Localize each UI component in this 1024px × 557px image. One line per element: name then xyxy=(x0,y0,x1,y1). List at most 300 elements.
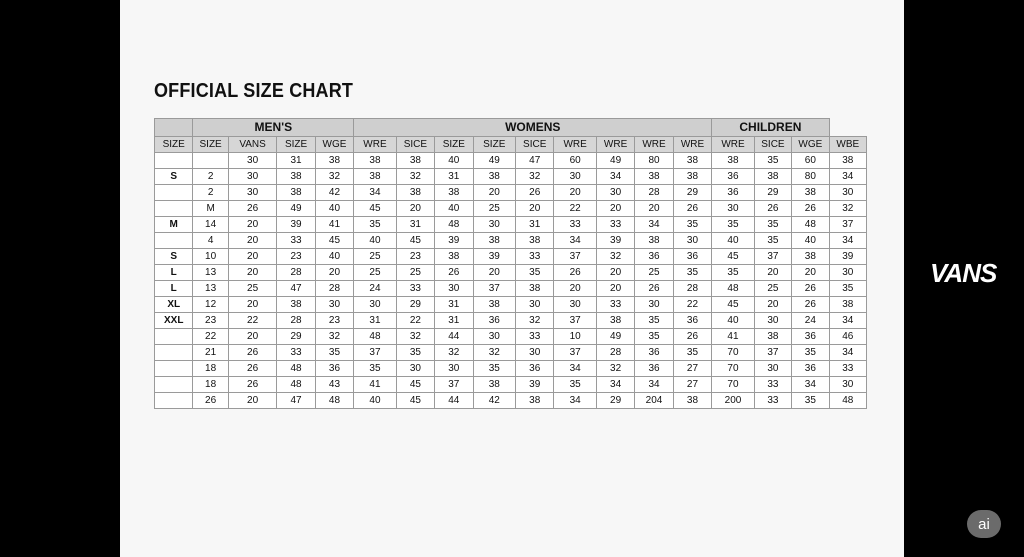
table-cell: 31 xyxy=(277,153,315,169)
table-cell: 33 xyxy=(554,217,596,233)
table-cell: 35 xyxy=(354,217,396,233)
table-cell: 25 xyxy=(354,249,396,265)
table-row xyxy=(155,361,867,377)
table-cell: 34 xyxy=(554,393,596,409)
table-cell: 20 xyxy=(228,329,277,345)
table-cell: 33 xyxy=(277,233,315,249)
table-cell: 35 xyxy=(754,217,791,233)
group-header: CHILDREN xyxy=(712,119,829,137)
row-size-label: L xyxy=(155,281,193,297)
table-cell: 30 xyxy=(516,345,554,361)
table-row xyxy=(155,249,867,265)
table-cell: 22 xyxy=(396,313,434,329)
table-cell: 45 xyxy=(396,393,434,409)
table-cell: 70 xyxy=(712,377,754,393)
table-cell: 31 xyxy=(435,297,473,313)
table-cell: 41 xyxy=(315,217,353,233)
table-cell: 33 xyxy=(516,329,554,345)
table-cell: 37 xyxy=(754,249,791,265)
table-cell: 35 xyxy=(792,345,829,361)
table-cell: 2 xyxy=(193,169,228,185)
column-header: SICE xyxy=(396,137,434,153)
table-cell: 30 xyxy=(435,281,473,297)
table-cell: 30 xyxy=(473,217,515,233)
table-cell: 36 xyxy=(516,361,554,377)
table-cell: 38 xyxy=(596,313,634,329)
table-cell: 30 xyxy=(435,361,473,377)
column-header: WRE xyxy=(554,137,596,153)
table-cell: 34 xyxy=(829,345,866,361)
table-cell: 38 xyxy=(516,393,554,409)
table-cell: 40 xyxy=(315,201,353,217)
column-header: WRE xyxy=(635,137,673,153)
table-cell: 32 xyxy=(516,169,554,185)
table-cell: 40 xyxy=(712,233,754,249)
table-cell: 27 xyxy=(673,361,712,377)
table-cell: 26 xyxy=(435,265,473,281)
table-cell: 38 xyxy=(354,153,396,169)
table-cell: 39 xyxy=(596,233,634,249)
table-cell: 36 xyxy=(635,345,673,361)
row-size-label: XXL xyxy=(155,313,193,329)
table-cell: 34 xyxy=(635,377,673,393)
table-cell: 33 xyxy=(754,377,791,393)
table-cell: 37 xyxy=(435,377,473,393)
table-cell: 39 xyxy=(473,249,515,265)
table-cell: 30 xyxy=(554,297,596,313)
table-cell: 20 xyxy=(228,217,277,233)
table-cell: 35 xyxy=(673,217,712,233)
table-cell: 37 xyxy=(473,281,515,297)
table-cell: 48 xyxy=(435,217,473,233)
table-cell: 36 xyxy=(712,169,754,185)
table-cell: 38 xyxy=(829,297,866,313)
table-cell: 32 xyxy=(435,345,473,361)
table-cell: 44 xyxy=(435,329,473,345)
table-cell: 33 xyxy=(277,345,315,361)
table-cell: 48 xyxy=(712,281,754,297)
table-cell: 42 xyxy=(315,185,353,201)
table-cell: 48 xyxy=(277,361,315,377)
table-cell: 30 xyxy=(712,201,754,217)
table-cell: 38 xyxy=(277,297,315,313)
table-row xyxy=(155,281,867,297)
table-cell: 35 xyxy=(635,329,673,345)
table-row xyxy=(155,329,867,345)
table-cell: 38 xyxy=(754,169,791,185)
table-cell: 204 xyxy=(635,393,673,409)
table-cell: 21 xyxy=(193,345,228,361)
table-cell: 30 xyxy=(829,265,866,281)
table-cell: 38 xyxy=(792,249,829,265)
table-cell: 38 xyxy=(277,185,315,201)
table-cell: 25 xyxy=(473,201,515,217)
table-cell: 34 xyxy=(596,169,634,185)
table-cell: 45 xyxy=(354,201,396,217)
table-cell: 38 xyxy=(712,153,754,169)
row-size-label xyxy=(155,361,193,377)
table-cell: 37 xyxy=(554,345,596,361)
table-cell: 30 xyxy=(228,169,277,185)
row-size-label xyxy=(155,233,193,249)
table-cell: 35 xyxy=(396,345,434,361)
table-cell: 32 xyxy=(396,329,434,345)
row-size-label: S xyxy=(155,169,193,185)
row-size-label xyxy=(155,201,193,217)
table-cell: 35 xyxy=(754,233,791,249)
table-cell: 24 xyxy=(354,281,396,297)
group-header: WOMENS xyxy=(354,119,712,137)
table-cell: 60 xyxy=(554,153,596,169)
table-cell: 20 xyxy=(635,201,673,217)
table-cell: 26 xyxy=(228,345,277,361)
table-cell: 34 xyxy=(792,377,829,393)
table-cell: 18 xyxy=(193,377,228,393)
table-cell: 70 xyxy=(712,345,754,361)
table-cell: 38 xyxy=(315,153,353,169)
table-cell: 20 xyxy=(315,265,353,281)
table-cell: 31 xyxy=(435,313,473,329)
table-cell: 22 xyxy=(193,329,228,345)
table-cell: 38 xyxy=(396,153,434,169)
table-cell: 38 xyxy=(277,169,315,185)
row-size-label xyxy=(155,377,193,393)
table-cell: 32 xyxy=(315,329,353,345)
row-size-label: S xyxy=(155,249,193,265)
table-cell: 28 xyxy=(673,281,712,297)
table-cell: 35 xyxy=(516,265,554,281)
table-cell: 20 xyxy=(754,265,791,281)
table-cell: 34 xyxy=(829,233,866,249)
column-header: WGE xyxy=(792,137,829,153)
table-cell: 23 xyxy=(193,313,228,329)
table-cell: 32 xyxy=(596,249,634,265)
table-cell: 35 xyxy=(554,377,596,393)
table-cell: 35 xyxy=(754,153,791,169)
table-cell: 30 xyxy=(228,153,277,169)
table-cell: 32 xyxy=(315,169,353,185)
table-cell: 38 xyxy=(473,377,515,393)
table-cell: 31 xyxy=(516,217,554,233)
group-header: MEN'S xyxy=(193,119,354,137)
table-cell: 38 xyxy=(516,281,554,297)
group-header-row xyxy=(155,119,867,137)
table-row xyxy=(155,201,867,217)
table-cell: 20 xyxy=(754,297,791,313)
table-cell: 33 xyxy=(516,249,554,265)
table-cell: 32 xyxy=(396,169,434,185)
table-cell: 34 xyxy=(829,313,866,329)
table-cell: 26 xyxy=(228,201,277,217)
table-cell: 2 xyxy=(193,185,228,201)
table-cell: 35 xyxy=(712,217,754,233)
group-header xyxy=(155,119,193,137)
table-cell: 36 xyxy=(473,313,515,329)
row-size-label xyxy=(155,329,193,345)
table-cell: 40 xyxy=(315,249,353,265)
table-cell: 35 xyxy=(673,345,712,361)
table-cell: 22 xyxy=(228,313,277,329)
table-cell: 30 xyxy=(754,361,791,377)
table-cell: 28 xyxy=(315,281,353,297)
table-cell: 22 xyxy=(554,201,596,217)
row-size-label: XL xyxy=(155,297,193,313)
column-header: SIZE xyxy=(435,137,473,153)
table-cell: 34 xyxy=(554,233,596,249)
table-cell: 40 xyxy=(354,233,396,249)
table-cell: 39 xyxy=(435,233,473,249)
table-cell: 31 xyxy=(354,313,396,329)
table-cell: 26 xyxy=(792,201,829,217)
table-cell: 200 xyxy=(712,393,754,409)
table-cell: 30 xyxy=(228,185,277,201)
table-cell: 25 xyxy=(354,265,396,281)
table-cell: 14 xyxy=(193,217,228,233)
table-cell: 26 xyxy=(792,281,829,297)
table-cell: 38 xyxy=(673,393,712,409)
table-cell: 30 xyxy=(354,297,396,313)
table-cell: 20 xyxy=(473,265,515,281)
table-cell: 39 xyxy=(516,377,554,393)
table-cell: 39 xyxy=(829,249,866,265)
table-cell: 33 xyxy=(596,297,634,313)
table-cell: 70 xyxy=(712,361,754,377)
table-cell: 36 xyxy=(792,361,829,377)
column-header: SICE xyxy=(754,137,791,153)
table-cell: 38 xyxy=(473,169,515,185)
table-cell: 29 xyxy=(596,393,634,409)
table-cell: 38 xyxy=(473,297,515,313)
table-cell: 20 xyxy=(396,201,434,217)
table-cell: 45 xyxy=(712,297,754,313)
table-cell: 49 xyxy=(596,153,634,169)
table-cell: 20 xyxy=(554,281,596,297)
row-size-label: M xyxy=(155,217,193,233)
table-cell: 37 xyxy=(354,345,396,361)
table-cell: 23 xyxy=(315,313,353,329)
table-cell: 48 xyxy=(315,393,353,409)
table-cell: 35 xyxy=(354,361,396,377)
table-cell: 49 xyxy=(473,153,515,169)
column-header: SIZE xyxy=(155,137,193,153)
table-cell: 13 xyxy=(193,281,228,297)
table-cell: 30 xyxy=(829,377,866,393)
table-cell: 34 xyxy=(829,169,866,185)
column-header: WRE xyxy=(354,137,396,153)
table-cell: 26 xyxy=(228,361,277,377)
table-cell: 30 xyxy=(635,297,673,313)
table-cell: 31 xyxy=(396,217,434,233)
table-cell: 26 xyxy=(754,201,791,217)
table-cell: 30 xyxy=(754,313,791,329)
table-cell: 25 xyxy=(396,265,434,281)
table-cell: 47 xyxy=(277,393,315,409)
table-cell: 35 xyxy=(315,345,353,361)
table-cell: 46 xyxy=(829,329,866,345)
table-cell: 12 xyxy=(193,297,228,313)
table-cell: 36 xyxy=(792,329,829,345)
table-cell: 45 xyxy=(315,233,353,249)
size-table-body xyxy=(155,153,867,409)
column-header: WBE xyxy=(829,137,866,153)
table-cell: 10 xyxy=(193,249,228,265)
table-cell: 23 xyxy=(277,249,315,265)
table-cell: 28 xyxy=(635,185,673,201)
table-cell: 29 xyxy=(277,329,315,345)
table-cell: 38 xyxy=(792,185,829,201)
column-header: SIZE xyxy=(277,137,315,153)
table-cell: 25 xyxy=(228,281,277,297)
row-size-label xyxy=(155,393,193,409)
table-row xyxy=(155,377,867,393)
table-cell xyxy=(193,153,228,169)
table-row xyxy=(155,233,867,249)
table-cell: 25 xyxy=(754,281,791,297)
table-cell: 29 xyxy=(673,185,712,201)
table-cell: 20 xyxy=(596,281,634,297)
table-cell: 35 xyxy=(473,361,515,377)
table-cell: 20 xyxy=(596,265,634,281)
table-cell: 29 xyxy=(396,297,434,313)
table-cell: 40 xyxy=(435,153,473,169)
table-cell: 45 xyxy=(712,249,754,265)
table-cell: 41 xyxy=(712,329,754,345)
table-cell: 36 xyxy=(673,313,712,329)
table-cell: 26 xyxy=(228,377,277,393)
table-cell: 36 xyxy=(635,249,673,265)
table-cell: 38 xyxy=(473,233,515,249)
table-cell: 26 xyxy=(673,329,712,345)
table-cell: 10 xyxy=(554,329,596,345)
table-cell: 29 xyxy=(754,185,791,201)
table-cell: 32 xyxy=(516,313,554,329)
table-cell: 45 xyxy=(396,233,434,249)
table-cell: 28 xyxy=(277,265,315,281)
table-cell: 34 xyxy=(554,361,596,377)
table-cell: 42 xyxy=(473,393,515,409)
table-row xyxy=(155,185,867,201)
row-size-label: L xyxy=(155,265,193,281)
table-cell: 38 xyxy=(673,153,712,169)
table-row xyxy=(155,265,867,281)
table-cell: M xyxy=(193,201,228,217)
table-cell: 38 xyxy=(435,185,473,201)
column-header: WGE xyxy=(315,137,353,153)
column-header: SIZE xyxy=(473,137,515,153)
table-cell: 20 xyxy=(228,297,277,313)
table-cell: 30 xyxy=(315,297,353,313)
table-cell: 36 xyxy=(635,361,673,377)
table-row xyxy=(155,313,867,329)
table-cell: 38 xyxy=(754,329,791,345)
table-cell: 37 xyxy=(554,313,596,329)
table-cell: 28 xyxy=(277,313,315,329)
table-cell: 35 xyxy=(829,281,866,297)
table-cell: 38 xyxy=(829,153,866,169)
row-size-label xyxy=(155,345,193,361)
table-cell: 47 xyxy=(277,281,315,297)
column-header-row xyxy=(155,137,867,153)
table-cell: 30 xyxy=(829,185,866,201)
ai-badge: ai xyxy=(967,510,1001,538)
table-cell: 49 xyxy=(596,329,634,345)
table-cell: 32 xyxy=(829,201,866,217)
row-size-label xyxy=(155,185,193,201)
table-row xyxy=(155,217,867,233)
table-cell: 30 xyxy=(673,233,712,249)
table-cell: 35 xyxy=(635,313,673,329)
table-cell: 30 xyxy=(596,185,634,201)
table-cell: 36 xyxy=(673,249,712,265)
table-cell: 43 xyxy=(315,377,353,393)
table-cell: 30 xyxy=(396,361,434,377)
table-cell: 30 xyxy=(473,329,515,345)
table-cell: 4 xyxy=(193,233,228,249)
page-title: OFFICIAL SIZE CHART xyxy=(154,80,354,102)
table-cell: 23 xyxy=(396,249,434,265)
table-cell: 20 xyxy=(473,185,515,201)
table-cell: 32 xyxy=(473,345,515,361)
table-cell: 20 xyxy=(228,393,277,409)
table-cell: 34 xyxy=(635,217,673,233)
table-cell: 20 xyxy=(228,249,277,265)
table-cell: 26 xyxy=(635,281,673,297)
table-cell: 48 xyxy=(277,377,315,393)
table-cell: 36 xyxy=(315,361,353,377)
column-header: SICE xyxy=(516,137,554,153)
table-cell: 24 xyxy=(792,313,829,329)
vans-logo: VANS xyxy=(930,258,997,288)
table-cell: 18 xyxy=(193,361,228,377)
table-cell: 34 xyxy=(354,185,396,201)
table-cell: 38 xyxy=(673,169,712,185)
table-cell: 33 xyxy=(596,217,634,233)
size-chart-table xyxy=(154,118,867,409)
table-row xyxy=(155,153,867,169)
row-size-label xyxy=(155,153,193,169)
table-cell: 20 xyxy=(596,201,634,217)
table-cell: 20 xyxy=(516,201,554,217)
table-cell: 49 xyxy=(277,201,315,217)
table-row xyxy=(155,393,867,409)
table-cell: 33 xyxy=(396,281,434,297)
table-cell: 38 xyxy=(396,185,434,201)
table-cell: 44 xyxy=(435,393,473,409)
table-cell: 40 xyxy=(435,201,473,217)
table-cell: 47 xyxy=(516,153,554,169)
table-row xyxy=(155,169,867,185)
column-header: WRE xyxy=(673,137,712,153)
table-cell: 33 xyxy=(754,393,791,409)
table-cell: 38 xyxy=(635,233,673,249)
table-cell: 38 xyxy=(516,233,554,249)
table-cell: 40 xyxy=(712,313,754,329)
table-cell: 39 xyxy=(277,217,315,233)
table-cell: 26 xyxy=(193,393,228,409)
table-cell: 20 xyxy=(228,233,277,249)
table-cell: 40 xyxy=(354,393,396,409)
table-cell: 26 xyxy=(792,297,829,313)
table-cell: 80 xyxy=(792,169,829,185)
table-cell: 31 xyxy=(435,169,473,185)
table-cell: 26 xyxy=(673,201,712,217)
table-cell: 37 xyxy=(829,217,866,233)
table-cell: 35 xyxy=(792,393,829,409)
table-cell: 38 xyxy=(635,169,673,185)
table-cell: 13 xyxy=(193,265,228,281)
table-cell: 30 xyxy=(516,297,554,313)
table-cell: 36 xyxy=(712,185,754,201)
